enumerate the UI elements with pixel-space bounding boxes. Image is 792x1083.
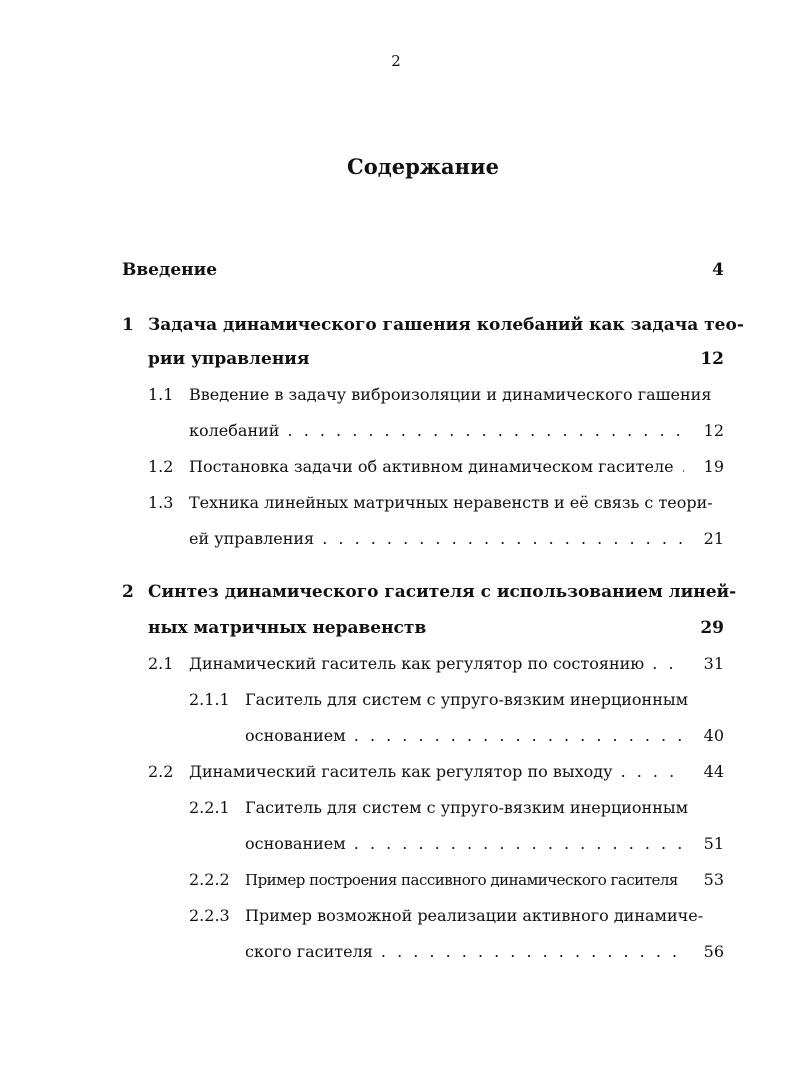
toc-subsection-number: 2.1.1 [189, 690, 230, 709]
page-number: 2 [391, 52, 401, 70]
toc-subsection-title: основанием . . . [245, 831, 684, 857]
toc-entry-page: 4 [712, 260, 724, 280]
toc-chapter-1-cont[interactable] [0, 346, 792, 372]
toc-chapter-number: 1 [122, 315, 134, 335]
toc-chapter-page: 29 [700, 618, 724, 638]
toc-subsection-number: 2.2.3 [189, 906, 230, 925]
toc-subsection-title: основанием . . . [245, 723, 684, 749]
toc-section-number: 1.3 [148, 493, 174, 512]
toc-subsection-title: Гаситель для систем с упруго-вязким инерционным [245, 690, 689, 709]
toc-section-1-2[interactable] [0, 454, 792, 480]
toc-chapter-title: Синтез динамического гасителя с использованием линей- [148, 582, 737, 602]
toc-subsection-title: Пример построения пассивного динамического гасителя [245, 871, 678, 889]
toc-chapter-number: 2 [122, 582, 134, 602]
toc-subsection-2-2-3-cont[interactable] [0, 939, 792, 965]
toc-subsection-page: 40 [703, 726, 724, 745]
toc-section-number: 1.1 [148, 385, 174, 404]
toc-chapter-2-cont[interactable] [0, 615, 792, 641]
toc-subsection-2-2-2[interactable] [0, 867, 792, 893]
toc-section-number: 2.1 [148, 654, 174, 673]
toc-section-page: 19 [703, 457, 724, 476]
toc-subsection-2-2-1[interactable] [0, 795, 792, 821]
toc-section-number: 2.2 [148, 762, 174, 781]
toc-section-1-3-cont[interactable] [0, 526, 792, 552]
toc-subsection-title: Гаситель для систем с упруго-вязким инерционным [245, 798, 689, 817]
toc-chapter-1[interactable] [0, 312, 792, 338]
toc-section-page: 12 [703, 421, 724, 440]
toc-section-page: 21 [703, 529, 724, 548]
toc-section-2-2[interactable] [0, 759, 792, 785]
toc-section-title: колебаний . . . [189, 418, 684, 444]
toc-subsection-page: 53 [703, 870, 724, 889]
toc-subsection-2-2-3[interactable] [0, 903, 792, 929]
toc-chapter-2[interactable] [0, 579, 792, 605]
toc-section-1-1[interactable] [0, 382, 792, 408]
toc-section-1-1-cont[interactable] [0, 418, 792, 444]
toc-subsection-number: 2.2.1 [189, 798, 230, 817]
toc-chapter-title: Задача динамического гашения колебаний как задача тео- [148, 315, 744, 335]
toc-entry-intro[interactable] [0, 257, 792, 283]
toc-section-title: Постановка задачи об активном динамическом гасителе . . . [189, 454, 684, 480]
toc-section-2-1[interactable] [0, 651, 792, 677]
page-title: Содержание [347, 154, 499, 179]
toc-section-title: Введение в задачу виброизоляции и динамического гашения [189, 385, 712, 404]
toc-subsection-2-1-1-cont[interactable] [0, 723, 792, 749]
toc-section-title: Динамический гаситель как регулятор по выходу . . . [189, 759, 684, 785]
toc-chapter-page: 12 [700, 349, 724, 369]
toc-subsection-number: 2.2.2 [189, 870, 230, 889]
toc-section-title: Техника линейных матричных неравенств и её связь с теори- [189, 493, 713, 512]
toc-entry-title: Введение [122, 260, 218, 280]
toc-chapter-title: рии управления [148, 349, 310, 369]
toc-section-number: 1.2 [148, 457, 174, 476]
toc-chapter-title: ных матричных неравенств [148, 618, 427, 638]
toc-section-1-3[interactable] [0, 490, 792, 516]
toc-subsection-title: Пример возможной реализации активного динамиче- [245, 906, 704, 925]
toc-subsection-title: ского гасителя . . . [245, 939, 684, 965]
toc-section-page: 44 [703, 762, 724, 781]
toc-subsection-2-1-1[interactable] [0, 687, 792, 713]
toc-section-title: Динамический гаситель как регулятор по состоянию . . . [189, 651, 684, 677]
toc-subsection-page: 56 [703, 942, 724, 961]
toc-section-title: ей управления . . . [189, 526, 684, 552]
toc-subsection-2-2-1-cont[interactable] [0, 831, 792, 857]
toc-subsection-page: 51 [703, 834, 724, 853]
toc-section-page: 31 [703, 654, 724, 673]
